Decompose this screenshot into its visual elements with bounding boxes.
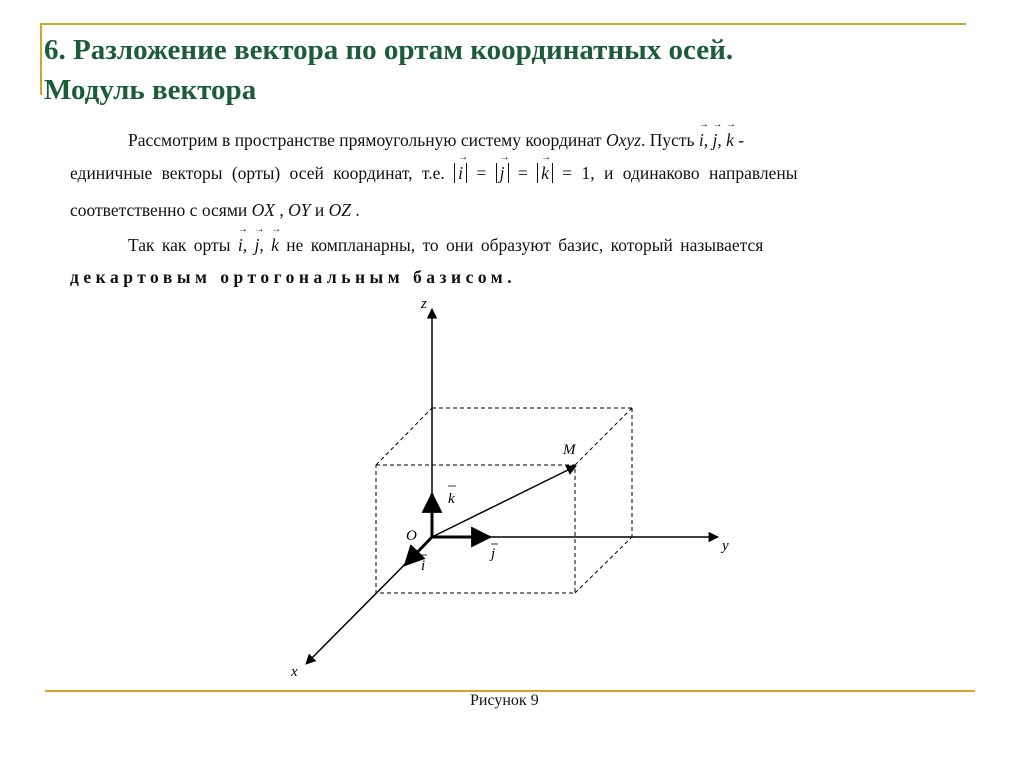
label-i: i	[421, 558, 426, 574]
dashed-box	[376, 408, 632, 593]
label-k: k	[448, 491, 455, 507]
label-z: z	[421, 296, 427, 312]
paragraph-1-line-3: соответственно с осями OX , OY и OZ .	[70, 200, 360, 220]
figure-caption: Рисунок 9	[470, 692, 539, 709]
label-x: x	[291, 664, 298, 680]
label-j: j	[491, 546, 496, 562]
paragraph-1-line-2: единичные векторы (орты) осей координат, т.е. → i = → j = → k = 1, и одинаково направлены	[70, 163, 798, 184]
label-y: y	[722, 538, 729, 554]
title-line-1: 6. Разложение вектора по ортам координатных осей.	[44, 34, 734, 66]
paragraph-1-line-1: Рассмотрим в пространстве прямоугольную систему координат Oxyz. Пусть → i, → j, → k -	[128, 130, 744, 151]
label-M: M	[563, 442, 576, 458]
paragraph-2-line-2: декартовым ортогональным базисом.	[70, 267, 517, 287]
paragraph-2-line-1: Так как орты → i, → j, → k не компланарны, то они образуют базис, который называется	[128, 235, 763, 256]
title-line-2: Модуль вектора	[44, 74, 257, 106]
label-O: O	[406, 528, 417, 544]
